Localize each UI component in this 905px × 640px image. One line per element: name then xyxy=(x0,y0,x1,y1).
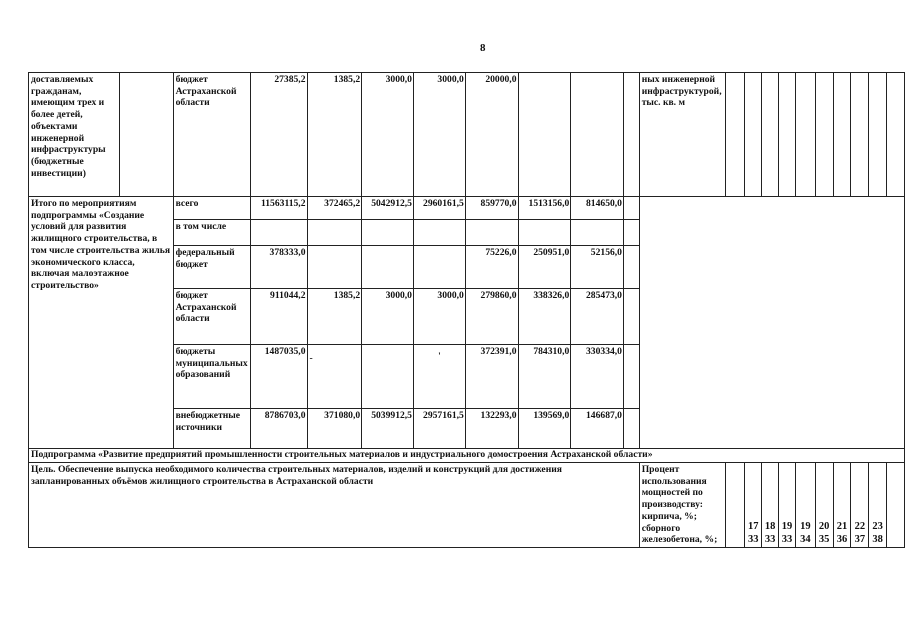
top-value: 1385,2 xyxy=(307,73,362,197)
total-value: 814650,0 xyxy=(571,197,624,220)
total-description: Итого по мероприятиям подпрограммы «Создание условий для развития жилищного строительства, в том числе строительства жилья экономического класса, включая малоэтажное строительство» xyxy=(29,197,174,449)
concrete-value: 34 xyxy=(800,534,811,546)
empty-cell xyxy=(623,73,639,197)
year-value-cell xyxy=(851,463,869,548)
top-description: доставляемых гражданам, имеющим трех и более детей, объектами инженерной инфраструктуры (бюджетные инвестиции) xyxy=(29,73,120,197)
total-value: 1513156,0 xyxy=(518,197,571,220)
concrete-value: 33 xyxy=(748,534,759,546)
brick-value: 23 xyxy=(872,520,883,532)
top-value: 20000,0 xyxy=(465,73,518,197)
year-value-cell xyxy=(815,463,833,548)
total-source: в том числе xyxy=(173,220,250,246)
total-value: 75226,0 xyxy=(465,246,518,289)
total-value xyxy=(307,246,362,289)
total-value: 371080,0 xyxy=(307,409,362,449)
program-table xyxy=(28,72,905,548)
empty-indicator-area xyxy=(639,197,904,449)
concrete-value: 33 xyxy=(764,534,776,546)
total-value: 3000,0 xyxy=(413,289,465,345)
empty-cell xyxy=(725,463,745,548)
concrete-value: 33 xyxy=(781,534,793,546)
concrete-value: 37 xyxy=(854,534,866,546)
total-value: 330334,0 xyxy=(571,345,624,409)
total-value xyxy=(362,246,414,289)
year-value-cell xyxy=(762,463,779,548)
total-value: 285473,0 xyxy=(571,289,624,345)
brick-value: 22 xyxy=(854,520,866,532)
top-value: 3000,0 xyxy=(362,73,414,197)
total-value: 1487035,0 xyxy=(250,345,307,409)
total-value: 372465,2 xyxy=(307,197,362,220)
total-value: 279860,0 xyxy=(465,289,518,345)
total-value: 146687,0 xyxy=(571,409,624,449)
year-value-cell xyxy=(795,463,815,548)
total-source: бюджеты муниципальных образований xyxy=(173,345,250,409)
year-value-cell xyxy=(833,463,851,548)
top-value xyxy=(571,73,624,197)
total-value: 784310,0 xyxy=(518,345,571,409)
total-value: - xyxy=(307,345,362,409)
top-indicator: ных инженерной инфраструктурой, тыс. кв. м xyxy=(639,73,725,197)
total-source: всего xyxy=(173,197,250,220)
brick-value: 19 xyxy=(781,520,793,532)
goal-indicator: Процент использования мощностей по производству: кирпича, %; сборного железобетона, %; xyxy=(639,463,725,548)
brick-value: 17 xyxy=(748,520,759,532)
total-value: 139569,0 xyxy=(518,409,571,449)
total-source: федеральный бюджет xyxy=(173,246,250,289)
total-value: 52156,0 xyxy=(571,246,624,289)
concrete-value: 36 xyxy=(836,534,848,546)
total-value: 2957161,5 xyxy=(413,409,465,449)
total-source: внебюджетные источники xyxy=(173,409,250,449)
goal-text: Цель. Обеспечение выпуска необходимого количества строительных материалов, изделий и конструкций для достижения запланированных объёмов жилищного строительства в Астраханской области xyxy=(29,463,640,548)
total-value: 378333,0 xyxy=(250,246,307,289)
concrete-value: 35 xyxy=(818,534,830,546)
total-source: бюджет Астраханской области xyxy=(173,289,250,345)
brick-value: 19 xyxy=(800,520,811,532)
brick-value: 18 xyxy=(764,520,776,532)
year-value-cell xyxy=(745,463,762,548)
total-value: 911044,2 xyxy=(250,289,307,345)
top-source: бюджет Астраханской области xyxy=(173,73,250,197)
subprogram-title: Подпрограмма «Развитие предприятий промышленности строительных материалов и индустриального домостроения Астраханской области» xyxy=(29,449,905,463)
total-value: 11563115,2 xyxy=(250,197,307,220)
total-value: 250951,0 xyxy=(518,246,571,289)
year-value-cell xyxy=(869,463,887,548)
total-value: 859770,0 xyxy=(465,197,518,220)
total-value xyxy=(413,246,465,289)
brick-value: 21 xyxy=(836,520,848,532)
total-value: 5042912,5 xyxy=(362,197,414,220)
empty-cell xyxy=(119,73,173,197)
total-value: 5039912,5 xyxy=(362,409,414,449)
brick-value: 20 xyxy=(818,520,830,532)
top-value: 3000,0 xyxy=(413,73,465,197)
total-value: 1385,2 xyxy=(307,289,362,345)
total-value: 372391,0 xyxy=(465,345,518,409)
top-value: 27385,2 xyxy=(250,73,307,197)
top-value xyxy=(518,73,571,197)
page-number: 8 xyxy=(480,42,486,54)
total-value xyxy=(362,345,414,409)
concrete-value: 38 xyxy=(872,534,883,546)
total-value: ' xyxy=(413,345,465,409)
total-value: 3000,0 xyxy=(362,289,414,345)
total-value: 8786703,0 xyxy=(250,409,307,449)
year-value-cell xyxy=(779,463,796,548)
total-value: 338326,0 xyxy=(518,289,571,345)
total-value: 132293,0 xyxy=(465,409,518,449)
total-value: 2960161,5 xyxy=(413,197,465,220)
